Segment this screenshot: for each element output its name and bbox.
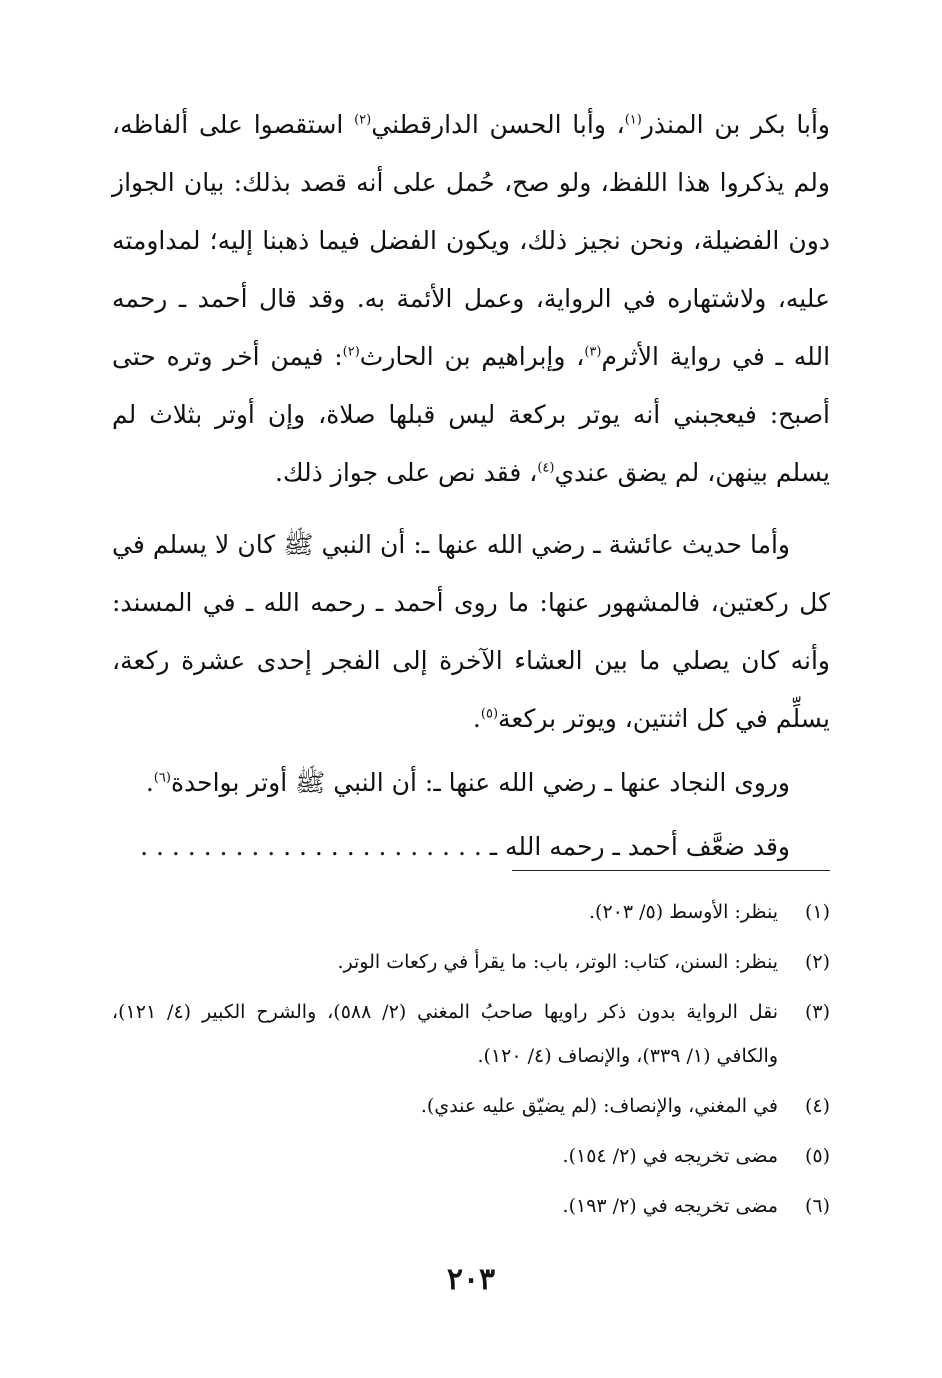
footnote-ref: (٦) bbox=[153, 770, 171, 786]
footnote-text: نقل الرواية بدون ذكر راويها صاحبُ المغني (٢/ ٥٨٨)، والشرح الكبير (٤/ ١٢١)، والكافي (١/ ٣٣٩)، والإنصاف (٤/ ١٢٠). bbox=[112, 1001, 779, 1067]
text-span: . bbox=[472, 704, 481, 733]
footnote-ref: (٢) bbox=[354, 112, 372, 128]
footnote-item bbox=[112, 890, 830, 934]
footnote-text: مضى تخريجه في (٢/ ١٩٣). bbox=[562, 1195, 778, 1217]
text-span: . bbox=[145, 768, 154, 797]
text-span: : فيمن أخر وتره حتى أصبح: فيعجبني أنه يوتر بركعة ليس قبلها صلاة، وإن أوتر بثلاث لم يسلم بينهن، لم يضق عندي bbox=[112, 342, 830, 487]
main-text bbox=[112, 96, 830, 876]
paragraph-1 bbox=[112, 96, 830, 502]
footnote-text: في المغني، والإنصاف: (لم يضيّق عليه عندي). bbox=[420, 1095, 778, 1117]
footnote-item bbox=[112, 1134, 830, 1178]
text-span: وأما حديث عائشة ـ رضي الله عنها ـ: أن النبي ﷺ كان لا يسلم في كل ركعتين، فالمشهور عنها: ما روى أحمد ـ رحمه الله ـ في المسند: وأنه كان يصلي ما بين العشاء الآخرة إلى الفجر إحدى عشرة ركعة، يسلِّم في كل اثنتين، ويوتر بركعة bbox=[112, 530, 830, 733]
paragraph-2 bbox=[112, 516, 830, 748]
footnote-number: (٣) bbox=[804, 1001, 830, 1023]
footnote-ref: (١) bbox=[624, 112, 642, 128]
text-span: استقصوا على ألفاظه، ولم يذكروا هذا اللفظ، ولو صح، حُمل على أنه قصد بذلك: بيان الجواز دون الفضيلة، ونحن نجيز ذلك، ويكون الفضل فيما ذهبنا إليه؛ لمداومته عليه، ولاشتهاره في الرواية، وعمل الأئمة به. وقد قال أحمد ـ رحمه الله ـ في رواية الأثرم bbox=[112, 110, 831, 371]
continuation-dots: . . . . . . . . . . . . . . . . . . . . . . bbox=[140, 832, 482, 861]
footnote-number: (٥) bbox=[804, 1145, 830, 1167]
paragraph-4 bbox=[112, 818, 830, 876]
footnote-ref: (٤) bbox=[537, 460, 555, 476]
footnote-number: (٦) bbox=[804, 1195, 830, 1217]
footnote-number: (١) bbox=[804, 901, 830, 923]
footnote-item bbox=[112, 940, 830, 984]
footnote-item bbox=[112, 1184, 830, 1228]
text-span: وقد ضعَّف أحمد ـ رحمه الله ـ bbox=[489, 832, 790, 861]
footnote-separator bbox=[512, 870, 830, 871]
text-span: ، فقد نص على جواز ذلك. bbox=[275, 458, 538, 487]
paragraph-3 bbox=[112, 754, 830, 812]
footnote-number: (٢) bbox=[804, 951, 830, 973]
text-span: وروى النجاد عنها ـ رضي الله عنها ـ: أن النبي ﷺ أوتر بواحدة bbox=[170, 768, 790, 797]
footnotes bbox=[112, 890, 830, 1234]
footnote-text: مضى تخريجه في (٢/ ١٥٤). bbox=[562, 1145, 778, 1167]
footnote-ref: (٥) bbox=[480, 706, 499, 722]
page-number: ٢٠٣ bbox=[446, 1262, 496, 1297]
footnote-item bbox=[112, 990, 830, 1078]
footnote-text: ينظر: الأوسط (٥/ ٢٠٣). bbox=[589, 901, 778, 923]
footnote-item bbox=[112, 1084, 830, 1128]
text-span: وأبا بكر بن المنذر bbox=[641, 110, 830, 139]
text-span: ، وإبراهيم بن الحارث bbox=[359, 342, 585, 371]
text-span: ، وأبا الحسن الدارقطني bbox=[371, 110, 625, 139]
footnote-text: ينظر: السنن، كتاب: الوتر، باب: ما يقرأ في ركعات الوتر. bbox=[337, 951, 778, 973]
footnote-ref: (٢) bbox=[342, 344, 360, 360]
footnote-number: (٤) bbox=[804, 1095, 830, 1117]
footnote-ref: (٣) bbox=[584, 344, 602, 360]
